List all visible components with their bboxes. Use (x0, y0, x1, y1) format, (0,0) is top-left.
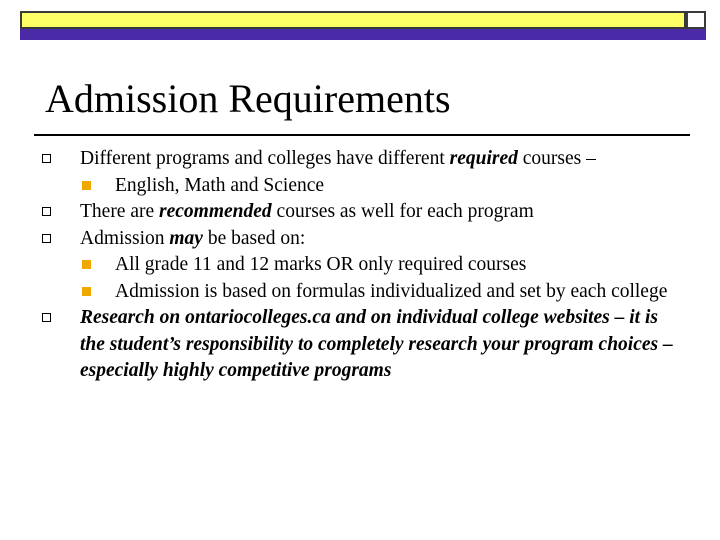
bullet-text-part: courses – (517, 148, 596, 169)
header-band-yellow (20, 11, 686, 29)
hollow-square-bullet-icon (42, 234, 51, 243)
bullet-emphasis: recommended (159, 201, 272, 222)
bullet-item (42, 226, 682, 253)
bullet-item (42, 199, 682, 226)
sub-bullet-item (42, 173, 682, 200)
bullet-emphasis: required (449, 148, 518, 169)
header-band-purple (20, 29, 706, 40)
bullet-text-part: There are (80, 201, 160, 222)
slide-content (42, 146, 682, 385)
bullet-text: Research on ontariocolleges.ca and on individual college websites – it is the student’s responsibility to completely research your program choices – especially highly competitive programs (80, 307, 673, 381)
filled-square-bullet-icon (82, 181, 91, 190)
sub-bullet-text: Admission is based on formulas individualized and set by each college (115, 280, 668, 302)
header-band-box (686, 11, 706, 29)
hollow-square-bullet-icon (42, 313, 51, 322)
slide-title: Admission Requirements (45, 76, 451, 121)
sub-bullet-text: English, Math and Science (115, 174, 325, 196)
bullet-item (42, 146, 682, 173)
filled-square-bullet-icon (82, 260, 91, 269)
sub-bullet-text: All grade 11 and 12 marks OR only required courses (115, 254, 527, 275)
bullet-text (80, 148, 596, 169)
bullet-text-part: Different programs and colleges have different (80, 148, 450, 169)
hollow-square-bullet-icon (42, 207, 51, 216)
sub-bullet-item (42, 252, 682, 279)
bullet-emphasis: may (169, 227, 203, 249)
sub-bullet-item (42, 279, 682, 306)
bullet-text-part: Admission (80, 227, 170, 249)
bullet-text (80, 201, 534, 222)
bullet-text-part: courses as well for each program (271, 201, 534, 222)
bullet-text-part: be based on: (202, 227, 306, 249)
hollow-square-bullet-icon (42, 154, 51, 163)
title-divider (34, 134, 690, 136)
bullet-item (42, 305, 682, 385)
bullet-text (80, 228, 305, 249)
filled-square-bullet-icon (82, 287, 91, 296)
